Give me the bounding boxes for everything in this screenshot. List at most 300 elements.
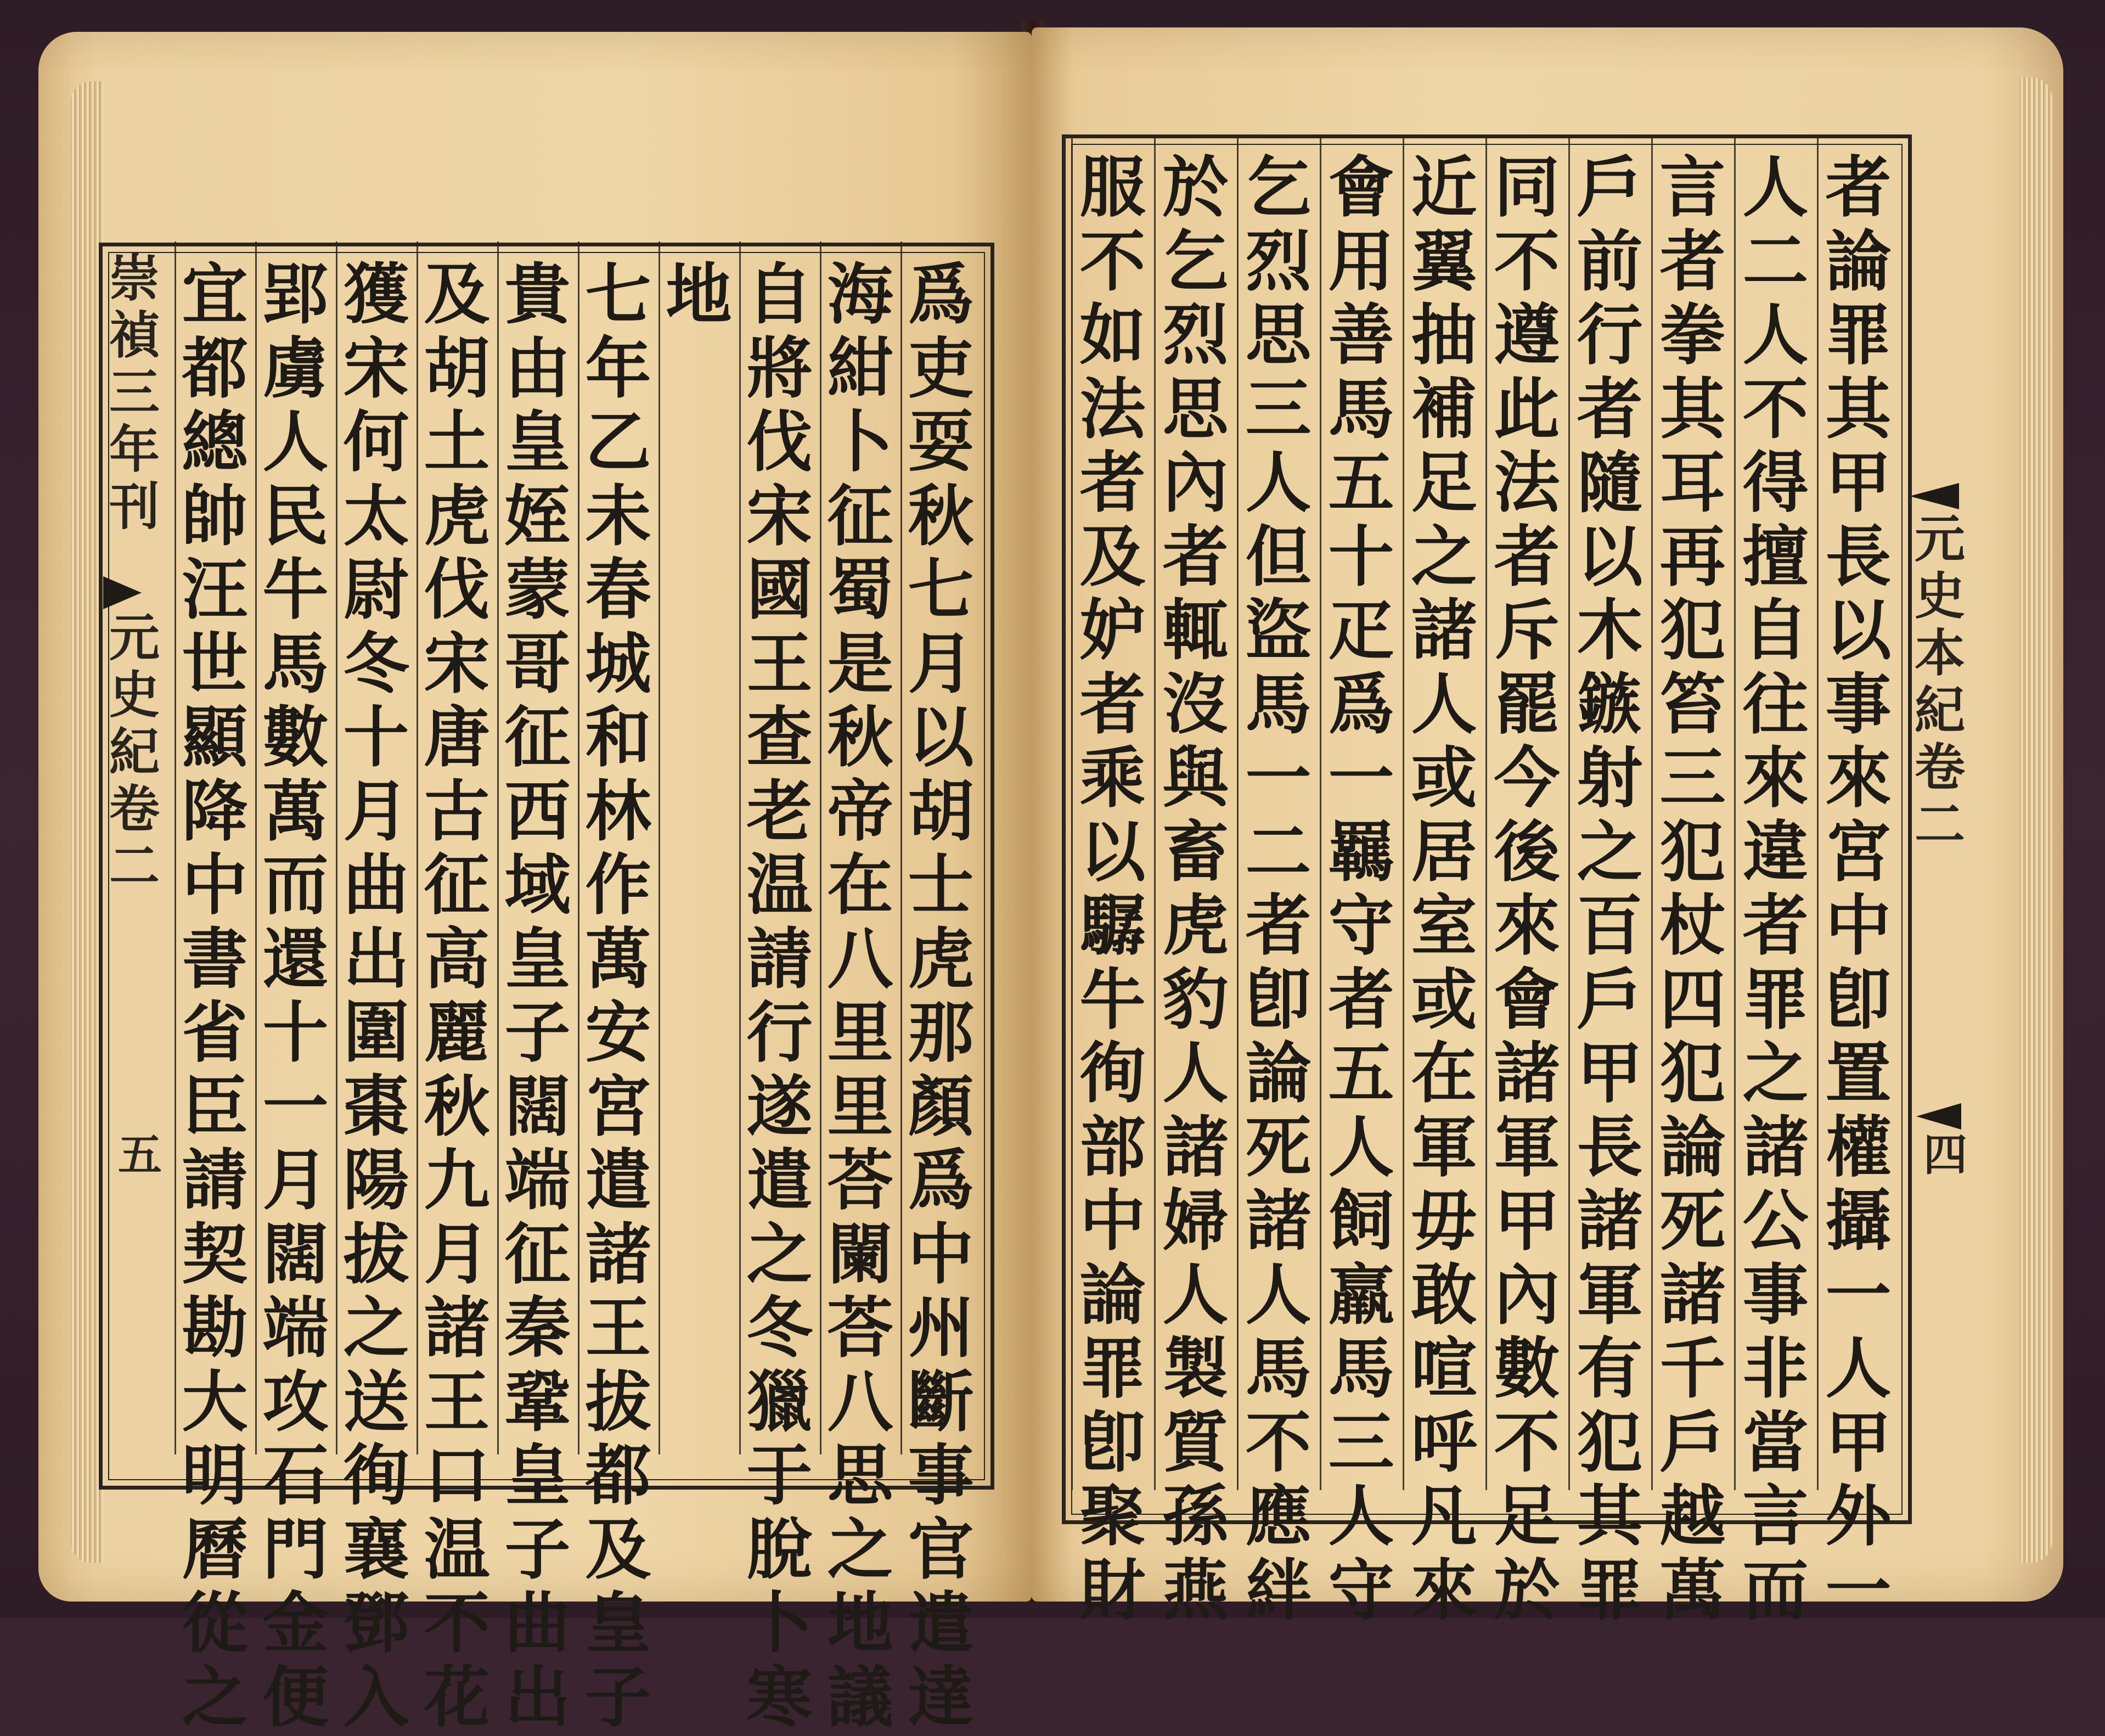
- glyph: 于: [746, 1437, 813, 1514]
- glyph: 人: [1411, 665, 1477, 743]
- column-rule: [1734, 134, 1736, 1490]
- glyph: 烈: [1162, 296, 1229, 374]
- glyph: 寒: [746, 1658, 813, 1736]
- glyph: 顯: [182, 699, 248, 776]
- margin-char: 卷: [1914, 738, 1965, 797]
- glyph: 一: [1328, 739, 1394, 817]
- glyph: 者: [1328, 960, 1394, 1038]
- text-column: [900, 258, 981, 1734]
- glyph: 而: [1742, 1551, 1809, 1629]
- column-rule: [578, 241, 579, 1454]
- glyph: 犯: [1659, 1035, 1726, 1112]
- glyph: 人: [1328, 1477, 1394, 1555]
- glyph: 脫: [746, 1510, 813, 1588]
- glyph: 人: [1245, 1256, 1312, 1334]
- glyph: 冬: [746, 1289, 813, 1367]
- glyph: 高: [424, 920, 490, 998]
- glyph: 者: [1079, 444, 1146, 521]
- margin-char: 史: [1914, 566, 1965, 626]
- text-column: [1403, 151, 1485, 1627]
- glyph: 人: [1162, 1035, 1229, 1112]
- glyph: 以: [908, 699, 974, 776]
- glyph: 尉: [343, 551, 409, 628]
- glyph: 敢: [1411, 1256, 1477, 1334]
- glyph: 諸: [1494, 1035, 1560, 1112]
- glyph: 大: [182, 1363, 248, 1441]
- glyph: 月: [424, 1215, 490, 1293]
- glyph: 擅: [1742, 518, 1809, 595]
- glyph: 曲: [504, 1585, 571, 1662]
- glyph: 以: [1079, 813, 1146, 891]
- folio-number-right: 四: [1923, 1129, 1967, 1181]
- glyph: 闊: [504, 1068, 571, 1145]
- glyph: 宮: [1825, 813, 1892, 891]
- glyph: 士: [908, 846, 974, 924]
- glyph: 外: [1825, 1477, 1892, 1555]
- glyph: 足: [1494, 1477, 1560, 1555]
- glyph: 呼: [1411, 1403, 1477, 1481]
- glyph: 用: [1328, 222, 1394, 300]
- glyph: 萬: [1659, 1551, 1726, 1629]
- glyph: 人: [1328, 1108, 1394, 1186]
- column-rule: [1320, 134, 1321, 1490]
- glyph: 卜: [827, 403, 893, 481]
- column-rule: [336, 241, 337, 1454]
- glyph: 在: [827, 846, 893, 924]
- glyph: 燕: [1162, 1551, 1229, 1629]
- glyph: 數: [1494, 1330, 1560, 1407]
- glyph: 鏃: [1577, 665, 1643, 743]
- glyph: 皇: [585, 1585, 651, 1662]
- glyph: 馬: [1328, 1330, 1394, 1407]
- glyph: 吏: [908, 329, 974, 407]
- glyph: 軍: [1494, 1108, 1560, 1186]
- glyph: 輒: [1162, 592, 1229, 669]
- glyph: 罪: [1577, 1551, 1643, 1629]
- glyph: 不: [424, 1585, 490, 1662]
- glyph: 秋: [827, 699, 893, 776]
- left-margin-column: [104, 250, 165, 535]
- glyph: 其: [1825, 370, 1892, 448]
- column-rule: [417, 241, 418, 1454]
- glyph: 毋: [1411, 1182, 1477, 1260]
- glyph: 罪: [1742, 960, 1809, 1038]
- glyph: 甲: [1825, 444, 1892, 521]
- text-column: [1154, 151, 1237, 1627]
- glyph: 思: [827, 1437, 893, 1514]
- glyph: 翼: [1411, 222, 1477, 300]
- glyph: 豹: [1162, 960, 1229, 1038]
- fishtail-mark-left: [103, 576, 142, 609]
- glyph: 子: [504, 1510, 571, 1588]
- margin-char: 本: [1914, 623, 1965, 683]
- glyph: 入: [343, 1658, 409, 1736]
- margin-char: 卷: [109, 779, 160, 839]
- glyph: 居: [1411, 813, 1477, 891]
- glyph: 耍: [908, 403, 974, 481]
- right-margin-column: [1910, 510, 1970, 853]
- glyph: 哥: [504, 625, 571, 703]
- glyph: 里: [827, 1068, 893, 1145]
- glyph: 闌: [827, 1215, 893, 1293]
- glyph: 攝: [1825, 1182, 1892, 1260]
- glyph: 諸: [1162, 1108, 1229, 1186]
- glyph: 太: [343, 477, 409, 555]
- glyph: 不: [1742, 370, 1809, 448]
- glyph: 獲: [343, 256, 409, 333]
- glyph: 虎: [1162, 887, 1229, 964]
- glyph: 思: [1245, 296, 1312, 374]
- glyph: 地: [827, 1585, 893, 1662]
- column-rule: [1154, 134, 1156, 1490]
- glyph: 唐: [424, 699, 490, 776]
- glyph: 都: [585, 1437, 651, 1514]
- text-column: [255, 258, 336, 1734]
- glyph: 諸: [1411, 592, 1477, 669]
- glyph: 八: [827, 920, 893, 998]
- glyph: 省: [182, 994, 248, 1071]
- text-column: [578, 258, 658, 1734]
- glyph: 犯: [1577, 1403, 1643, 1481]
- glyph: 世: [182, 625, 248, 703]
- glyph: 八: [827, 1363, 893, 1441]
- column-rule: [900, 241, 902, 1454]
- glyph: 那: [908, 994, 974, 1071]
- glyph: 抽: [1411, 296, 1477, 374]
- glyph: 馬: [1328, 370, 1394, 448]
- glyph: 卽: [1079, 1403, 1146, 1481]
- glyph: 官: [908, 1510, 974, 1588]
- glyph: 犯: [1659, 592, 1726, 669]
- glyph: 獵: [746, 1363, 813, 1441]
- glyph: 婦: [1162, 1182, 1229, 1260]
- margin-char: 二: [1914, 795, 1965, 854]
- glyph: 於: [1162, 149, 1229, 226]
- glyph: 諸: [1577, 1182, 1643, 1260]
- glyph: 者: [1162, 518, 1229, 595]
- glyph: 陽: [343, 1142, 409, 1219]
- column-rule: [497, 241, 499, 1454]
- glyph: 蒙: [504, 551, 571, 628]
- glyph: 羸: [1328, 1256, 1394, 1334]
- glyph: 其: [1659, 370, 1726, 448]
- glyph: 後: [1494, 813, 1560, 891]
- glyph: 此: [1494, 370, 1560, 448]
- glyph: 一: [1825, 1256, 1892, 1334]
- glyph: 不: [1494, 1403, 1560, 1481]
- glyph: 秋: [908, 477, 974, 555]
- glyph: 甲: [1494, 1182, 1560, 1260]
- glyph: 而: [262, 846, 329, 924]
- glyph: 門: [262, 1510, 329, 1588]
- glyph: 秋: [424, 1068, 490, 1145]
- glyph: 者: [1494, 518, 1560, 595]
- glyph: 之: [746, 1215, 813, 1293]
- glyph: 人: [1245, 444, 1312, 521]
- glyph: 何: [343, 403, 409, 481]
- glyph: 子: [504, 994, 571, 1071]
- glyph: 乞: [1162, 222, 1229, 300]
- glyph: 宋: [746, 477, 813, 555]
- glyph: 死: [1245, 1108, 1312, 1186]
- glyph: 拔: [343, 1215, 409, 1293]
- glyph: 五: [1328, 1035, 1394, 1112]
- glyph: 諸: [1742, 1108, 1809, 1186]
- glyph: 達: [908, 1658, 974, 1736]
- glyph: 胡: [424, 329, 490, 407]
- glyph: 鄧: [343, 1585, 409, 1662]
- glyph: 罪: [1825, 296, 1892, 374]
- glyph: 宜: [182, 256, 248, 333]
- glyph: 及: [1079, 518, 1146, 595]
- glyph: 顏: [908, 1068, 974, 1145]
- glyph: 者: [1079, 665, 1146, 743]
- glyph: 質: [1162, 1403, 1229, 1481]
- glyph: 四: [1659, 960, 1726, 1038]
- glyph: 汪: [182, 551, 248, 628]
- glyph: 喧: [1411, 1330, 1477, 1407]
- glyph: 荅: [827, 1289, 893, 1367]
- glyph: 一: [1245, 739, 1312, 817]
- glyph: 宋: [343, 329, 409, 407]
- folio-number-left: 五: [118, 1129, 162, 1181]
- glyph: 乞: [1245, 149, 1312, 226]
- glyph: 飼: [1328, 1182, 1394, 1260]
- glyph: 月: [262, 1142, 329, 1219]
- glyph: 口: [424, 1437, 490, 1514]
- glyph: 皇: [504, 403, 571, 481]
- column-rule: [1237, 134, 1239, 1490]
- glyph: 論: [1079, 1256, 1146, 1334]
- glyph: 軍: [1577, 1256, 1643, 1334]
- glyph: 服: [1079, 149, 1146, 226]
- glyph: 萬: [585, 920, 651, 998]
- glyph: 金: [262, 1585, 329, 1662]
- glyph: 驏: [1079, 887, 1146, 964]
- glyph: 斷: [908, 1363, 974, 1441]
- glyph: 都: [182, 329, 248, 407]
- glyph: 闊: [262, 1215, 329, 1293]
- glyph: 馬: [1245, 665, 1312, 743]
- glyph: 疋: [1328, 592, 1394, 669]
- glyph: 木: [1577, 592, 1643, 669]
- glyph: 絆: [1245, 1551, 1312, 1629]
- glyph: 温: [424, 1510, 490, 1588]
- glyph: 軍: [1411, 1108, 1477, 1186]
- margin-char: 禎: [109, 306, 160, 365]
- glyph: 襄: [343, 1510, 409, 1588]
- glyph: 會: [1328, 149, 1394, 226]
- glyph: 在: [1411, 1035, 1477, 1112]
- glyph: 未: [585, 477, 651, 555]
- glyph: 契: [182, 1215, 248, 1293]
- glyph: 人: [262, 403, 329, 481]
- glyph: 書: [182, 920, 248, 998]
- glyph: 論: [1659, 1108, 1726, 1186]
- glyph: 姪: [504, 477, 571, 555]
- glyph: 征: [504, 699, 571, 776]
- glyph: 冬: [343, 625, 409, 703]
- glyph: 徇: [1079, 1035, 1146, 1112]
- margin-char: 崇: [109, 249, 160, 308]
- glyph: 地: [666, 256, 732, 333]
- glyph: 足: [1411, 444, 1477, 521]
- glyph: 中: [1825, 887, 1892, 964]
- margin-char: 刊: [109, 477, 160, 536]
- glyph: 麗: [424, 994, 490, 1071]
- glyph: 曆: [182, 1510, 248, 1588]
- glyph: 牛: [1079, 960, 1146, 1038]
- glyph: 來: [1825, 739, 1892, 817]
- column-rule: [175, 241, 176, 1454]
- glyph: 言: [1742, 1477, 1809, 1555]
- glyph: 長: [1825, 518, 1892, 595]
- glyph: 杖: [1659, 887, 1726, 964]
- glyph: 之: [182, 1658, 248, 1736]
- glyph: 當: [1742, 1403, 1809, 1481]
- glyph: 遣: [585, 1142, 651, 1219]
- glyph: 作: [585, 846, 651, 924]
- glyph: 及: [585, 1510, 651, 1588]
- glyph: 棗: [343, 1068, 409, 1145]
- glyph: 來: [1494, 887, 1560, 964]
- glyph: 請: [182, 1142, 248, 1219]
- glyph: 遵: [1494, 296, 1560, 374]
- glyph: 事: [1742, 1256, 1809, 1334]
- glyph: 者: [1825, 149, 1892, 226]
- glyph: 越: [1659, 1477, 1726, 1555]
- glyph: 爲: [1328, 665, 1394, 743]
- margin-char: 元: [109, 608, 160, 667]
- glyph: 送: [343, 1363, 409, 1441]
- glyph: 卜: [746, 1585, 813, 1662]
- glyph: 里: [827, 994, 893, 1071]
- glyph: 及: [424, 256, 490, 333]
- glyph: 人: [1742, 296, 1809, 374]
- glyph: 王: [424, 1363, 490, 1441]
- glyph: 隨: [1577, 444, 1643, 521]
- glyph: 財: [1079, 1551, 1146, 1629]
- glyph: 伐: [746, 403, 813, 481]
- glyph: 牛: [262, 551, 329, 628]
- glyph: 徇: [343, 1437, 409, 1514]
- glyph: 胡: [908, 772, 974, 850]
- glyph: 伐: [424, 551, 490, 628]
- glyph: 爲: [908, 256, 974, 333]
- margin-char: 紀: [1914, 681, 1965, 740]
- glyph: 前: [1577, 222, 1643, 300]
- glyph: 鞏: [504, 1363, 571, 1441]
- glyph: 征: [504, 1215, 571, 1293]
- glyph: 海: [827, 256, 893, 333]
- column-rule: [1403, 134, 1404, 1490]
- glyph: 端: [504, 1142, 571, 1219]
- page-edges-right: [2019, 77, 2052, 1563]
- glyph: 論: [1245, 1035, 1312, 1112]
- glyph: 射: [1577, 739, 1643, 817]
- glyph: 笞: [1659, 665, 1726, 743]
- glyph: 是: [827, 625, 893, 703]
- glyph: 死: [1659, 1182, 1726, 1260]
- glyph: 馬: [262, 625, 329, 703]
- column-rule: [820, 241, 821, 1454]
- glyph: 出: [504, 1658, 571, 1736]
- glyph: 斥: [1494, 592, 1560, 669]
- margin-char: 紀: [109, 722, 160, 782]
- glyph: 會: [1494, 960, 1560, 1038]
- margin-char: 三: [109, 363, 160, 422]
- glyph: 月: [908, 625, 974, 703]
- glyph: 沒: [1162, 665, 1229, 743]
- glyph: 子: [585, 1658, 651, 1736]
- column-rule: [1651, 134, 1653, 1490]
- glyph: 爲: [908, 1142, 974, 1219]
- glyph: 民: [262, 477, 329, 555]
- glyph: 端: [262, 1289, 329, 1367]
- glyph: 十: [343, 699, 409, 776]
- glyph: 數: [262, 699, 329, 776]
- text-column: [1320, 151, 1403, 1627]
- margin-char: 史: [109, 665, 160, 724]
- glyph: 秦: [504, 1289, 571, 1367]
- glyph: 之: [343, 1289, 409, 1367]
- glyph: 郢: [262, 256, 329, 333]
- glyph: 由: [504, 329, 571, 407]
- glyph: 聚: [1079, 1477, 1146, 1555]
- fishtail-mark-right-top: [1910, 483, 1959, 509]
- glyph: 帝: [827, 772, 893, 850]
- glyph: 善: [1328, 296, 1394, 374]
- glyph: 蜀: [827, 551, 893, 628]
- glyph: 守: [1328, 1551, 1394, 1629]
- text-column: [658, 258, 739, 332]
- margin-char: 元: [1914, 509, 1965, 569]
- glyph: 者: [1245, 887, 1312, 964]
- glyph: 內: [1494, 1256, 1560, 1334]
- glyph: 圍: [343, 994, 409, 1071]
- glyph: 便: [262, 1658, 329, 1736]
- glyph: 請: [746, 920, 813, 998]
- glyph: 七: [585, 256, 651, 333]
- glyph: 遣: [908, 1585, 974, 1662]
- glyph: 來: [1742, 739, 1809, 817]
- glyph: 往: [1742, 665, 1809, 743]
- glyph: 人: [1742, 149, 1809, 226]
- glyph: 者: [1742, 887, 1809, 964]
- glyph: 凡: [1411, 1477, 1477, 1555]
- glyph: 查: [746, 699, 813, 776]
- glyph: 甲: [1577, 1035, 1643, 1112]
- text-column: [820, 258, 900, 1734]
- glyph: 域: [504, 846, 571, 924]
- glyph: 得: [1742, 444, 1809, 521]
- glyph: 三: [1328, 1403, 1394, 1481]
- glyph: 征: [827, 477, 893, 555]
- glyph: 曲: [343, 846, 409, 924]
- glyph: 温: [746, 846, 813, 924]
- glyph: 石: [262, 1437, 329, 1514]
- glyph: 戶: [1659, 1403, 1726, 1481]
- text-column: [1071, 151, 1154, 1627]
- text-column: [1568, 151, 1651, 1627]
- glyph: 五: [1328, 444, 1394, 521]
- text-column: [739, 258, 820, 1734]
- glyph: 之: [1742, 1035, 1809, 1112]
- glyph: 乙: [585, 403, 651, 481]
- glyph: 皇: [504, 1437, 571, 1514]
- glyph: 月: [343, 772, 409, 850]
- glyph: 王: [746, 625, 813, 703]
